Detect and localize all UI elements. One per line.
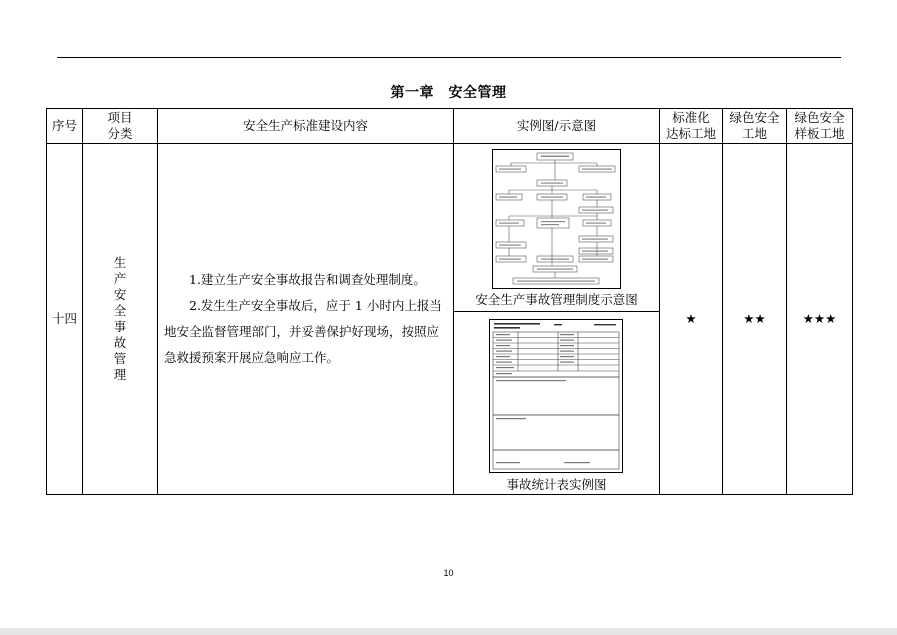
statistics-caption: 事故统计表实例图 (506, 477, 607, 492)
header-seq: 序号 (47, 109, 83, 144)
flowchart-caption: 安全生产事故管理制度示意图 (475, 292, 638, 307)
statistics-form-graphic (490, 320, 622, 472)
example-flowchart-panel (454, 144, 659, 312)
row-content (158, 144, 454, 495)
std-stars: ★ (660, 144, 723, 495)
model-stars: ★★★ (787, 144, 853, 495)
category-char: 全 (113, 303, 127, 318)
header-content: 安全生产标准建设内容 (158, 109, 454, 144)
category-char: 管 (113, 351, 127, 366)
header-green-line1: 绿色安全 (729, 110, 780, 125)
statistics-form-image (489, 319, 623, 473)
category-char: 产 (113, 271, 127, 286)
category-char: 理 (113, 367, 127, 382)
example-statistics-panel (454, 312, 659, 494)
standards-table (46, 108, 853, 495)
page-number: 10 (443, 568, 454, 578)
category-char: 安 (113, 287, 127, 302)
header-std (660, 109, 723, 144)
row-seq: 十四 (47, 144, 83, 495)
header-model (787, 109, 853, 144)
header-model-line2: 样板工地 (794, 126, 845, 141)
category-char: 生 (113, 255, 127, 270)
header-green-line2: 工地 (741, 126, 767, 141)
chapter-title: 第一章 安全管理 (390, 85, 507, 101)
content-item-2: 2.发生生产安全事故后，应于 1 小时内上报当地安全监督管理部门，并妥善保护好现场，按照应急救援预案开展应急响应工作。 (164, 298, 442, 365)
page-bottom-band (0, 628, 897, 635)
header-category-line2: 分类 (107, 126, 133, 141)
header-row (47, 109, 853, 144)
flowchart-image (492, 149, 621, 289)
row-examples (454, 144, 660, 495)
header-example: 实例图/示意图 (454, 109, 660, 144)
category-char: 故 (113, 335, 127, 350)
header-model-line1: 绿色安全 (794, 110, 845, 125)
content-item-1: 1.建立生产安全事故报告和调查处理制度。 (189, 272, 426, 287)
header-std-line2: 达标工地 (665, 126, 716, 141)
header-std-line1: 标准化 (672, 110, 710, 125)
header-green (723, 109, 787, 144)
header-rule (57, 57, 841, 58)
table-row (47, 144, 853, 495)
header-category-line1: 项目 (107, 110, 133, 125)
category-char: 事 (113, 319, 127, 334)
green-stars: ★★ (723, 144, 787, 495)
row-category (83, 144, 158, 495)
flowchart-graphic (493, 150, 620, 288)
header-category (83, 109, 158, 144)
